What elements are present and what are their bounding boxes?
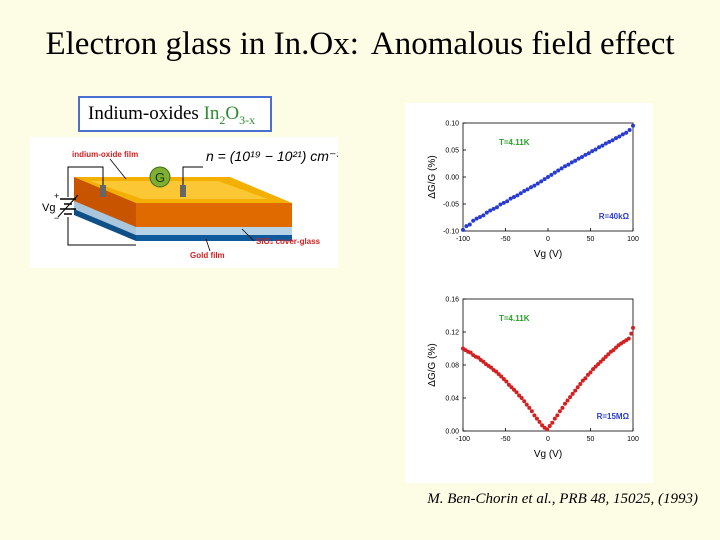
chart-2-x-tick-label: 100	[627, 436, 639, 443]
film-layer-front	[136, 203, 292, 227]
chart-1-series-1-point	[488, 208, 492, 212]
chart-1-series-1-point	[614, 136, 618, 140]
chart-2-series-1-point	[535, 417, 539, 421]
chart-2-series-1-point	[522, 399, 526, 403]
chart-1-series-1-point	[468, 223, 472, 227]
chart-1-series-1-point	[563, 164, 567, 168]
chart-1-series-1-point	[546, 175, 550, 179]
slide-title	[0, 26, 720, 63]
chart-1-y-tick-label: 0.05	[445, 147, 459, 155]
chart-1-x-tick-label: 100	[627, 236, 639, 243]
chart-1-series-1-point	[526, 187, 530, 191]
chart-1-series-1-point	[509, 197, 513, 201]
gate-symbol: G	[154, 170, 166, 185]
chart-2-y-tick-label: 0.04	[445, 395, 459, 403]
formula-in: In	[203, 103, 220, 124]
formula-o: O	[225, 103, 240, 124]
chart-1-series-1-point	[590, 149, 594, 153]
chart-1-series-1-point	[543, 177, 547, 181]
chart-1-y-tick-label: 0.10	[445, 120, 459, 128]
chart-2-series-1-point	[553, 417, 557, 421]
chart-2-series-1-point	[629, 332, 633, 336]
chart-1-series-1-point	[502, 201, 506, 205]
chart-2-series-1-point	[573, 389, 577, 393]
material-formula	[203, 103, 256, 127]
chart-1-series-1-point	[512, 195, 516, 199]
chart-1-series-1-point	[577, 157, 581, 161]
chart-2-series-1-point	[545, 427, 549, 431]
vg-label: Vg	[42, 202, 56, 214]
chart-1-series-1-point	[481, 213, 485, 217]
chart-2-series-1-point	[527, 406, 531, 410]
chart-2-y-tick-label: 0.00	[445, 428, 459, 436]
chart-2-x-tick-label: -50	[500, 436, 511, 443]
formula-sub-2: 2	[219, 112, 226, 127]
chart-2-series-1-point	[627, 337, 631, 341]
chart-1-series-1-point	[549, 173, 553, 177]
chart-1-series-1-point	[611, 138, 615, 142]
chart-1-series-1-point	[532, 184, 536, 188]
chart-1-series-1-point	[624, 131, 628, 135]
chart-1-y-axis-label: ΔG/G (%)	[427, 155, 438, 199]
chart-2-series-1-point	[525, 403, 529, 407]
field-effect-charts-svg	[405, 103, 653, 483]
chart-1-x-tick-label: 0	[546, 236, 550, 243]
glass-layer-front	[136, 227, 292, 235]
title-part-2: Anomalous field effect	[370, 26, 675, 62]
chart-1-series-1-point	[478, 215, 482, 219]
device-diagram-svg	[30, 137, 338, 268]
chart-1-y-tick-label: -0.05	[443, 201, 459, 209]
chart-1-series-1-point	[498, 203, 502, 207]
chart-2-x-tick-label: 50	[586, 436, 595, 443]
chart-1-series-1-point	[628, 128, 632, 132]
chart-1-series-1-point	[515, 193, 519, 197]
chart-1-series-1-point	[566, 163, 570, 167]
chart-2-x-axis-label: Vg (V)	[533, 449, 563, 460]
chart-2-series-1-point	[571, 392, 575, 396]
chart-1-x-axis-label: Vg (V)	[533, 249, 563, 260]
chart-1-series-1-point	[471, 219, 475, 223]
chart-2-series-1-point	[589, 370, 593, 374]
chart-2-series-1-point	[576, 385, 580, 389]
chart-1-series-1-point	[604, 142, 608, 146]
chart-1-series-1-point	[485, 211, 489, 215]
density-formula: n = (10¹⁹ − 10²¹) cm⁻³	[206, 148, 338, 164]
chart-1-y-tick-label: -0.10	[443, 228, 459, 236]
chart-2-y-tick-label: 0.12	[445, 329, 459, 337]
chart-2-series-1-point	[555, 413, 559, 417]
chart-1-series-1-point	[587, 151, 591, 155]
chart-2-series-1-point	[532, 413, 536, 417]
chart-2-series-1-point	[550, 421, 554, 425]
chart-1-series-1-point	[621, 132, 625, 136]
chart-1-series-1-point	[464, 224, 468, 228]
material-label-box	[78, 96, 272, 132]
chart-1-series-1-point	[607, 140, 611, 144]
chart-2-series-1-point	[568, 395, 572, 399]
chart-1-series-1-point	[600, 144, 604, 148]
plus-sign: +	[54, 191, 60, 201]
minus-sign: −	[54, 213, 60, 223]
chart-1-resistance-annotation: R=40kΩ	[598, 212, 629, 221]
chart-2-series-1-point	[504, 380, 508, 384]
chart-2-x-tick-label: 0	[546, 436, 550, 443]
chart-1-series-1-point	[594, 147, 598, 151]
field-effect-figure	[405, 103, 653, 483]
chart-2-series-1-point	[520, 396, 524, 400]
chart-1-series-1-point	[539, 179, 543, 183]
chart-1-x-tick-label: 50	[586, 236, 595, 243]
chart-2-series-1-point	[631, 326, 635, 330]
chart-1-series-1-point	[556, 169, 560, 173]
chart-1-series-1-point	[631, 124, 635, 128]
chart-1-series-1-point	[573, 159, 577, 163]
film-pointer	[110, 159, 126, 179]
chart-2-series-1-point	[548, 424, 552, 428]
chart-2-series-1-point	[563, 402, 567, 406]
chart-2-series-1-point	[578, 382, 582, 386]
chart-1-series-1-point	[505, 199, 509, 203]
contact-left	[100, 185, 106, 197]
chart-2-x-tick-label: -100	[455, 436, 471, 443]
chart-1-temperature-annotation: T=4.11K	[499, 138, 530, 147]
chart-1-series-1-point	[492, 207, 496, 211]
device-diagram	[30, 137, 338, 268]
chart-1-series-1-point	[519, 191, 523, 195]
coverglass-label: SiO₂ cover-glass	[256, 237, 321, 246]
chart-2-y-tick-label: 0.16	[445, 296, 459, 304]
chart-2-series-1-point	[538, 420, 542, 424]
chart-1-y-tick-label: 0.00	[445, 174, 459, 182]
chart-1-series-1-point	[495, 205, 499, 209]
chart-1-series-1-point	[536, 181, 540, 185]
citation-caption: M. Ben-Chorin et al., PRB 48, 15025, (1993)	[427, 491, 698, 507]
chart-1-x-tick-label: -50	[500, 236, 511, 243]
chart-1-series-1-point	[461, 228, 465, 232]
chart-1-series-1-point	[522, 189, 526, 193]
chart-1-series-1-point	[475, 217, 479, 221]
gold-label: Gold film	[190, 251, 225, 260]
chart-2-series-1-point	[530, 409, 534, 413]
film-label: indium-oxide film	[72, 150, 139, 159]
formula-sub-3x: 3-x	[239, 112, 256, 127]
chart-1-x-tick-label: -100	[455, 236, 471, 243]
chart-1-series-1-point	[570, 160, 574, 164]
chart-1-series-1-point	[580, 155, 584, 159]
contact-right	[180, 185, 186, 197]
chart-2-y-axis-label: ΔG/G (%)	[427, 343, 438, 387]
chart-2-series-1-point	[583, 376, 587, 380]
chart-1-series-1-point	[617, 135, 621, 139]
chart-1-series-1-point	[553, 171, 557, 175]
chart-2-series-1-point	[558, 409, 562, 413]
chart-2-series-1-point	[515, 390, 519, 394]
material-label-prefix: Indium-oxides	[88, 103, 204, 124]
chart-1-series-1-point	[583, 153, 587, 157]
chart-2-temperature-annotation: T=4.11K	[499, 314, 530, 323]
title-part-1: Electron glass in In.Ox:	[45, 26, 359, 62]
chart-1-series-1-point	[597, 145, 601, 149]
chart-2-series-1-point	[560, 406, 564, 410]
chart-2-resistance-annotation: R=15MΩ	[596, 412, 629, 421]
chart-1-series-1-point	[560, 166, 564, 170]
chart-2-series-1-point	[566, 398, 570, 402]
chart-2-y-tick-label: 0.08	[445, 362, 459, 370]
chart-1-series-1-point	[529, 185, 533, 189]
